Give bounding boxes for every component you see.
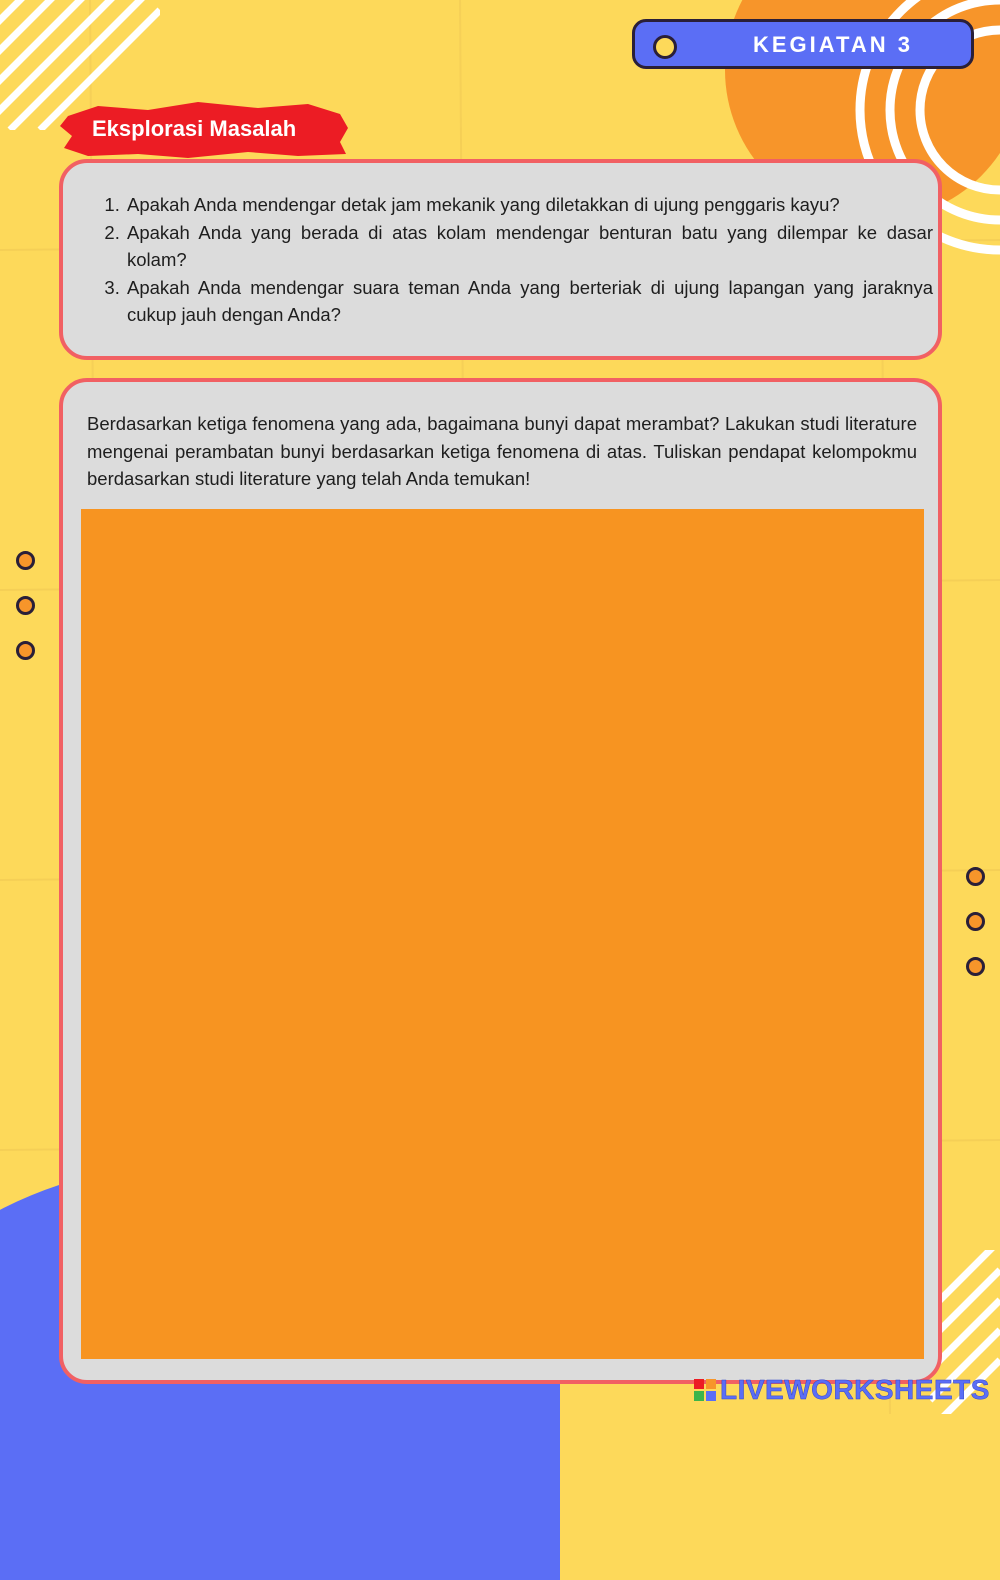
task-card — [59, 378, 942, 1384]
activity-badge-label: KEGIATAN 3 — [753, 32, 913, 57]
dots-decoration-right — [966, 867, 985, 1002]
dot-icon — [16, 641, 35, 660]
task-prompt: Berdasarkan ketiga fenomena yang ada, bagaimana bunyi dapat merambat? Lakukan studi literature mengenai perambatan bunyi berdasarkan ketiga fenomena di atas. Tuliskan pendapat kelompokmu berdasarkan studi literature yang telah Anda temukan! — [87, 413, 917, 489]
activity-badge — [632, 19, 974, 69]
section-title: Eksplorasi Masalah — [92, 116, 297, 141]
circle-icon — [653, 35, 677, 59]
dot-icon — [966, 867, 985, 886]
questions-list — [109, 191, 933, 329]
brand-name: LIVEWORKSHEETS — [720, 1374, 990, 1405]
answer-input[interactable] — [81, 509, 924, 1359]
dot-icon — [966, 957, 985, 976]
dots-decoration-left — [16, 551, 35, 686]
section-tag — [58, 96, 350, 162]
liveworksheets-logo-icon — [694, 1379, 716, 1401]
questions-card — [59, 159, 942, 360]
question-item: 1. Apakah Anda mendengar detak jam mekanik yang diletakkan di ujung penggaris kayu? — [125, 191, 933, 219]
dot-icon — [966, 912, 985, 931]
dot-icon — [16, 551, 35, 570]
dot-icon — [16, 596, 35, 615]
question-item: 3. Apakah Anda mendengar suara teman Anda yang berteriak di ujung lapangan yang jaraknya cukup jauh dengan Anda? — [125, 274, 933, 329]
question-item: 2. Apakah Anda yang berada di atas kolam mendengar benturan batu yang dilempar ke dasar kolam? — [125, 219, 933, 274]
liveworksheets-logo[interactable] — [694, 1374, 990, 1406]
